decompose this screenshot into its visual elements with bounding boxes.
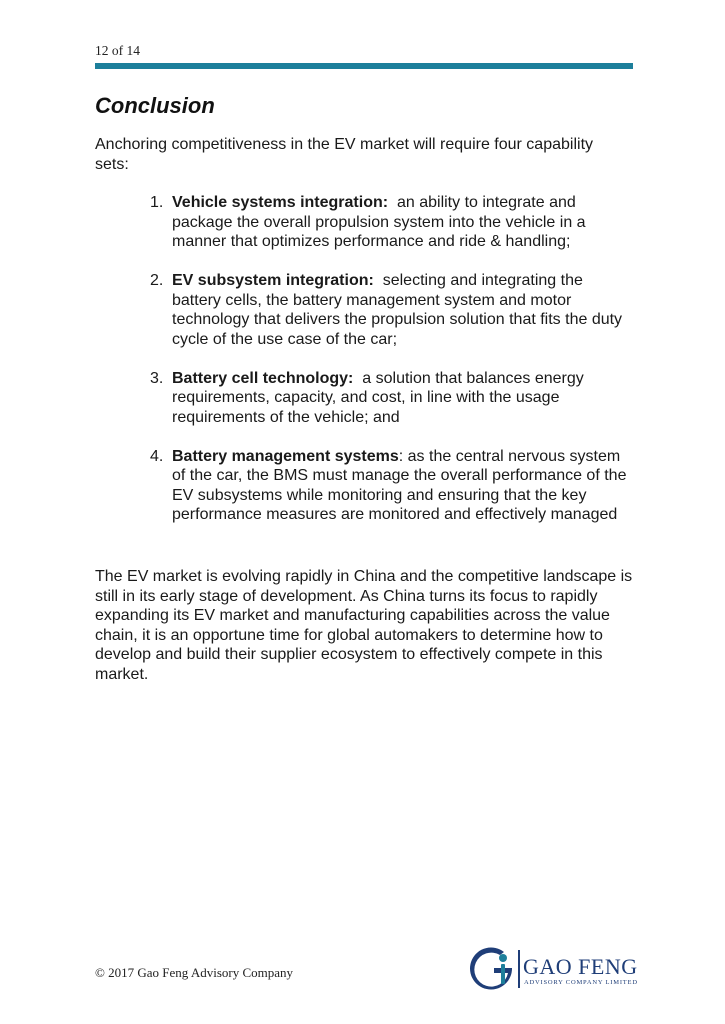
capability-list (150, 193, 630, 544)
capability-heading: EV subsystem integration: (172, 272, 374, 289)
capability-number: 4. (150, 447, 164, 465)
capability-number: 3. (150, 369, 164, 387)
capability-description: selecting and integrating the battery cells, the battery management system and motor technology that delivers the propulsion solution that fits the duty cycle of the use case of the car; (172, 272, 623, 348)
capability-description: : as the central nervous system of the car, the BMS must manage the overall performance of the EV subsystems while monitoring and ensuring that the key performance measures are monitored and effectively managed (172, 447, 627, 523)
page-number: 12 of 14 (95, 43, 140, 58)
intro-paragraph: Anchoring competitiveness in the EV market will require four capability sets: (95, 136, 594, 173)
capability-item (150, 193, 630, 252)
section-title: Conclusion (95, 93, 215, 118)
logo-name: GAO FENG (523, 954, 638, 979)
footer-copyright: © 2017 Gao Feng Advisory Company (95, 965, 294, 980)
capability-number: 1. (150, 194, 164, 211)
logo-tagline: ADVISORY COMPANY LIMITED (524, 979, 638, 986)
capability-item (150, 369, 630, 428)
capability-heading: Battery management systems (172, 447, 399, 465)
closing-paragraph: The EV market is evolving rapidly in China and the competitive landscape is still in its early stage of development. As China turns its focus to rapidly expanding its EV market and manufacturing capabilities across the value chain, it is an opportune time for global automakers to determine how to develop and build their supplier ecosystem to effectively compete in this market. (95, 568, 633, 683)
capability-item (150, 447, 630, 525)
company-logo (470, 946, 660, 992)
header-rule (95, 63, 633, 69)
capability-description: a solution that balances energy requirements, capacity, and cost, in line with the usage requirements of the vehicle; and (172, 369, 584, 426)
capability-heading: Vehicle systems integration: (172, 194, 389, 211)
capability-heading: Battery cell technology: (172, 369, 354, 387)
gao-feng-logo-mark-icon (470, 946, 516, 992)
logo-divider (518, 950, 520, 988)
capability-item (150, 271, 630, 349)
capability-description: an ability to integrate and package the overall propulsion system into the vehicle in a manner that optimizes performance and ride & handling; (172, 194, 586, 250)
capability-number: 2. (150, 272, 164, 289)
